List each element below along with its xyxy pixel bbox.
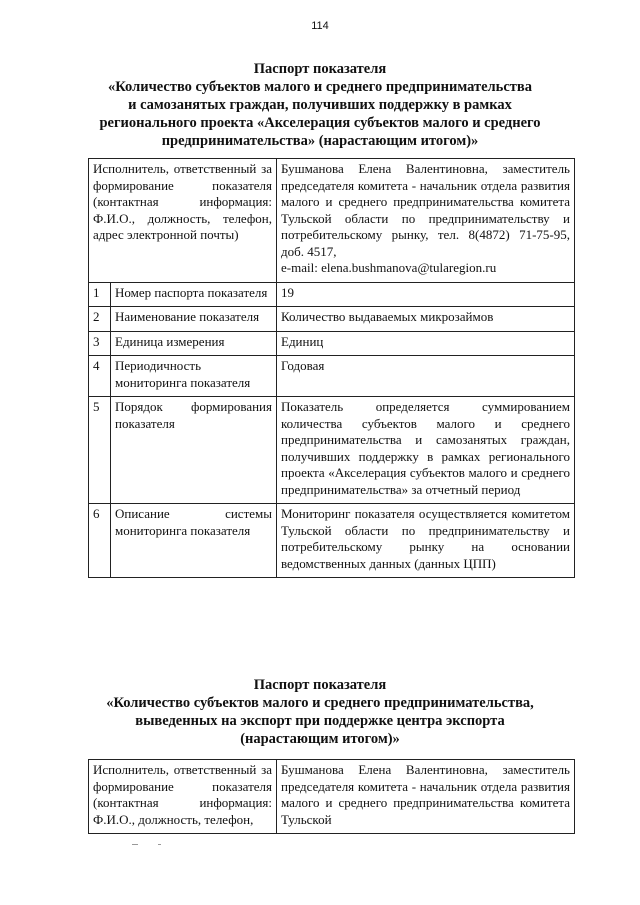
executor-label: Исполнитель, ответственный за формирование показателя (контактная информация: Ф.И.О., должность, телефон, xyxy=(89,760,277,834)
passport-2-table-fragment xyxy=(86,757,578,837)
row-label: Наименование показателя xyxy=(111,307,277,332)
title-line: выведенных на экспорт при поддержке центра экспорта xyxy=(135,713,505,729)
row-label: Единица измерения xyxy=(111,331,277,356)
row-value: Количество выдаваемых микрозаймов xyxy=(277,307,575,332)
table-row xyxy=(89,282,575,307)
passport-2-title xyxy=(40,676,600,748)
title-line: предпринимательства» (нарастающим итогом)» xyxy=(161,133,479,149)
row-number: 1 xyxy=(89,282,111,307)
row-number: 2 xyxy=(89,307,111,332)
executor-email: e-mail: elena.bushmanova@tularegion.ru xyxy=(281,260,497,275)
page-number: 114 xyxy=(311,20,329,32)
row-number: 6 xyxy=(89,504,111,578)
row-value: Показатель определяется суммированием количества субъектов малого и среднего предпринимательства и самозанятых граждан, получивших поддержку в рамках регионального проекта «Акселерация субъектов малого и среднего предпринимательства» за отчетный период xyxy=(277,397,575,504)
table-row xyxy=(89,760,575,834)
row-value: Годовая xyxy=(277,356,575,397)
executor-label: Исполнитель, ответственный за формирование показателя (контактная информация: Ф.И.О., должность, телефон, адрес электронной почты) xyxy=(89,159,277,283)
table-row xyxy=(89,331,575,356)
title-line: Паспорт показателя xyxy=(253,677,387,693)
row-label: Периодичность мониторинга показателя xyxy=(111,356,277,397)
title-line: и самозанятых граждан, получивших поддержку в рамках xyxy=(128,97,512,113)
title-line: Паспорт показателя xyxy=(253,61,387,77)
row-number: 5 xyxy=(89,397,111,504)
passport-1-title xyxy=(40,60,600,150)
row-value: 19 xyxy=(277,282,575,307)
executor-value: Бушманова Елена Валентиновна, заместитель председателя комитета - начальник отдела развития малого и среднего предпринимательства комитета Тульской xyxy=(277,760,575,834)
row-value: Единиц xyxy=(277,331,575,356)
executor-value xyxy=(277,159,575,283)
title-line: «Количество субъектов малого и среднего предпринимательства, xyxy=(106,695,534,711)
row-label: Порядок формирования показателя xyxy=(111,397,277,504)
passport-2-table xyxy=(88,759,575,834)
row-value: Мониторинг показателя осуществляется комитетом Тульской области по предпринимательству и потребительскому рынку на основании ведомственных данных (данных ЦПП) xyxy=(277,504,575,578)
title-line: (нарастающим итогом)» xyxy=(240,731,400,747)
passport-1-table xyxy=(88,158,575,578)
row-number: 3 xyxy=(89,331,111,356)
table-row xyxy=(89,397,575,504)
table-row xyxy=(89,159,575,283)
table-row xyxy=(89,504,575,578)
executor-contact: Бушманова Елена Валентиновна, заместитель председателя комитета - начальник отдела развития малого и среднего предпринимательства комитета Тульской области по предпринимательству и потребительскому рынку, тел. 8(4872) 71-75-95, доб. 4517, xyxy=(281,161,570,259)
row-label: Номер паспорта показателя xyxy=(111,282,277,307)
title-line: «Количество субъектов малого и среднего предпринимательства xyxy=(108,79,532,95)
table-row xyxy=(89,307,575,332)
row-label: Описание системы мониторинга показателя xyxy=(111,504,277,578)
scan-speck xyxy=(130,843,170,846)
row-number: 4 xyxy=(89,356,111,397)
table-row xyxy=(89,356,575,397)
title-line: регионального проекта «Акселерация субъектов малого и среднего xyxy=(99,115,541,131)
